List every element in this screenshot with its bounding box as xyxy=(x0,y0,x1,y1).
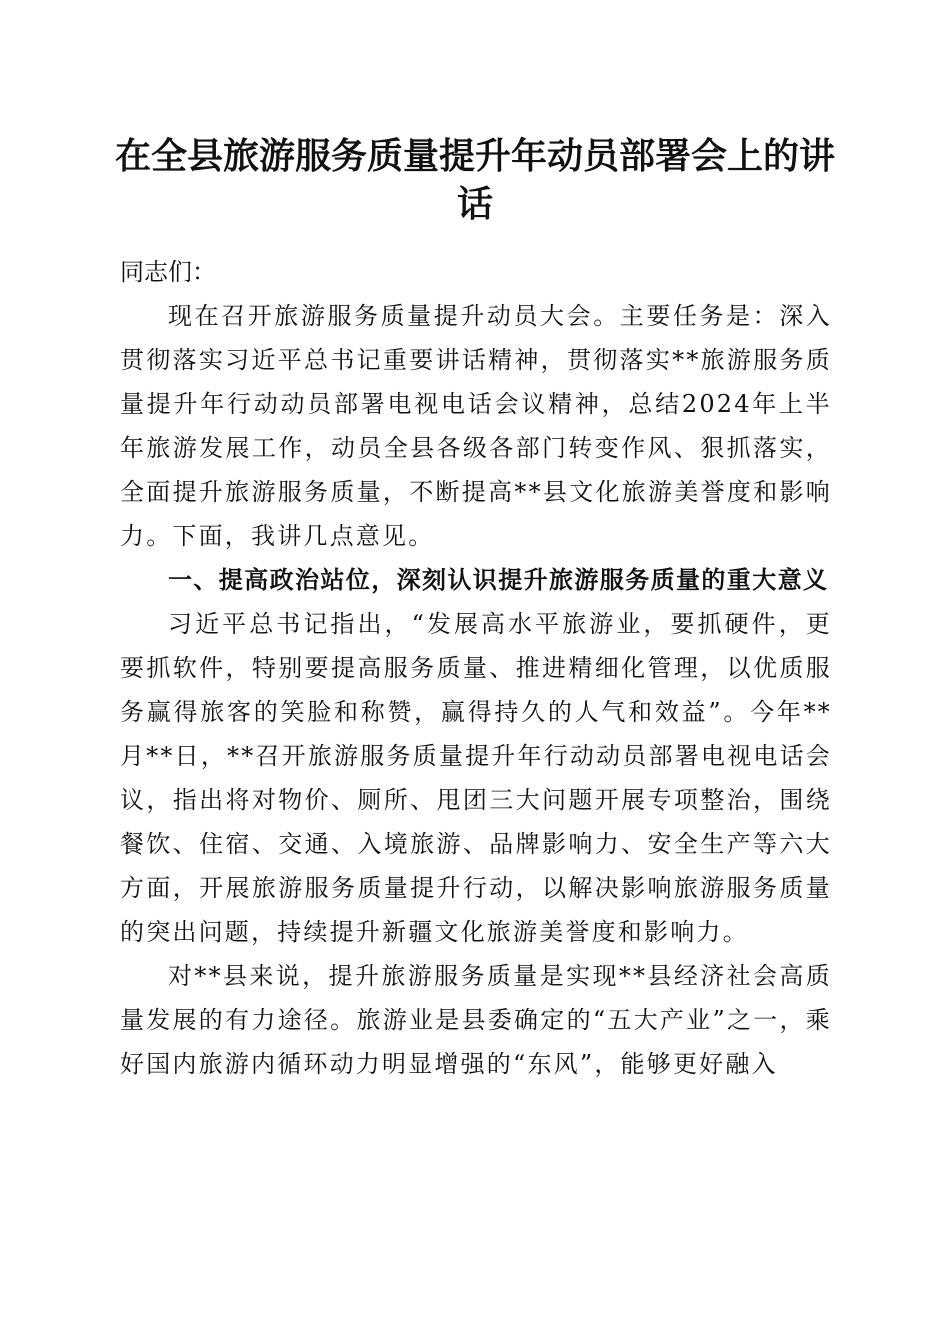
salutation: 同志们： xyxy=(120,258,216,286)
paragraph-intro: 现在召开旅游服务质量提升动员大会。主要任务是：深入贯彻落实习近平总书记重要讲话精神，贯彻落实**旅游服务质量提升年行动动员部署电视电话会议精神，总结2024年上半年旅游发展工作，动员全县各级各部门转变作风、狠抓落实，全面提升旅游服务质量，不断提高**县文化旅游美誉度和影响力。下面，我讲几点意见。 xyxy=(120,302,832,550)
paragraph-quote: 习近平总书记指出，“发展高水平旅游业，要抓硬件，更要抓软件，特别要提高服务质量、推进精细化管理，以优质服务赢得旅客的笑脸和称赞，赢得持久的人气和效益”。今年**月**日，**召开旅游服务质量提升年行动动员部署电视电话会议，指出将对物价、厕所、甩团三大问题开展专项整治，围绕餐饮、住宿、交通、入境旅游、品牌影响力、安全生产等六大方面，开展旅游服务质量提升行动，以解决影响旅游服务质量的突出问题，持续提升新疆文化旅游美誉度和影响力。 xyxy=(120,610,832,946)
document-body xyxy=(120,250,832,1086)
paragraph-county: 对**县来说，提升旅游服务质量是实现**县经济社会高质量发展的有力途径。旅游业是县委确定的“五大产业”之一，乘好国内旅游内循环动力明显增强的“东风”，能够更好融入 xyxy=(120,962,832,1078)
document-title: 在全县旅游服务质量提升年动员部署会上的讲话 xyxy=(114,135,835,225)
section-heading-1: 一、提高政治站位，深刻认识提升旅游服务质量的重大意义 xyxy=(168,566,829,594)
